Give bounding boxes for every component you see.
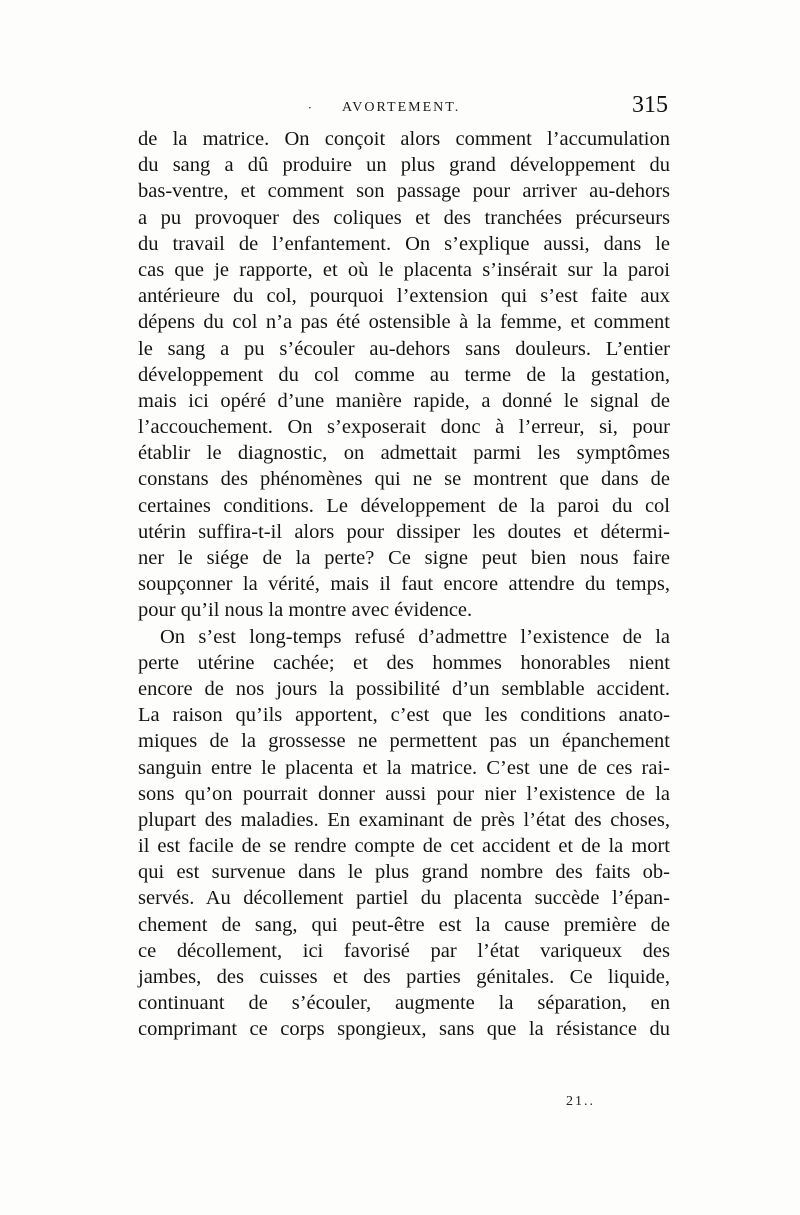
text-line: La raison qu’ils apportent, c’est que les conditions anato- <box>138 704 670 727</box>
running-title: AVORTEMENT. <box>342 100 461 115</box>
text-line: bas-ventre, et comment son passage pour arriver au-dehors <box>138 180 670 203</box>
body-text <box>138 126 670 1043</box>
text-line: le sang a pu s’écouler au-dehors sans douleurs. L’entier <box>138 337 670 360</box>
header-dot: · <box>308 101 312 115</box>
text-line: comprimant ce corps spongieux, sans que la résistance du <box>138 1018 670 1041</box>
text-line: plupart des maladies. En examinant de près l’état des choses, <box>138 808 670 831</box>
text-line: du sang a dû produire un plus grand développement du <box>138 154 670 177</box>
text-line: ner le siége de la perte? Ce signe peut bien nous faire <box>138 547 670 569</box>
text-line: sons qu’on pourrait donner aussi pour nier l’existence de la <box>138 782 670 805</box>
text-line: sanguin entre le placenta et la matrice. C’est une de ces rai- <box>138 756 670 779</box>
text-line: chement de sang, qui peut-être est la cause première de <box>138 913 670 936</box>
text-line: dépens du col n’a pas été ostensible à la femme, et comment <box>138 311 670 334</box>
page-number: 315 <box>632 92 668 118</box>
text-line: perte utérine cachée; et des hommes honorables nient <box>138 651 670 674</box>
text-line: cas que je rapporte, et où le placenta s’insérait sur la paroi <box>138 258 670 281</box>
text-line: antérieure du col, pourquoi l’extension qui s’est faite aux <box>138 285 670 308</box>
paragraph-end-line: pour qu’il nous la montre avec évidence. <box>138 599 473 622</box>
text-line: il est facile de se rendre compte de cet accident et de la mort <box>138 835 670 858</box>
text-line: jambes, des cuisses et des parties génitales. Ce liquide, <box>138 966 670 988</box>
paragraph-start-line: On s’est long-temps refusé d’admettre l’existence de la <box>160 625 670 648</box>
text-line: du travail de l’enfantement. On s’explique aussi, dans le <box>138 232 670 255</box>
text-line: encore de nos jours la possibilité d’un semblable accident. <box>138 677 670 700</box>
text-line: ce décollement, ici favorisé par l’état variqueux des <box>138 939 670 962</box>
text-line: certaines conditions. Le développement de la paroi du col <box>138 494 670 517</box>
text-line: établir le diagnostic, on admettait parmi les symptômes <box>138 442 670 465</box>
text-line: miques de la grossesse ne permettent pas un épanchement <box>138 730 670 753</box>
text-line: constans des phénomènes qui ne se montrent que dans de <box>138 468 670 491</box>
text-line: a pu provoquer des coliques et des tranchées précurseurs <box>138 206 670 229</box>
text-line: servés. Au décollement partiel du placenta succède l’épan- <box>138 887 670 910</box>
text-line: utérin suffira-t-il alors pour dissiper les doutes et détermi- <box>138 520 670 543</box>
text-line: mais ici opéré d’une manière rapide, a donné le signal de <box>138 389 670 412</box>
text-line: de la matrice. On conçoit alors comment l’accumulation <box>138 128 670 150</box>
page-header <box>142 92 672 122</box>
text-line: développement du col comme au terme de la gestation, <box>138 363 670 386</box>
text-line: continuant de s’écouler, augmente la séparation, en <box>138 992 670 1015</box>
text-line: qui est survenue dans le plus grand nombre des faits ob- <box>138 861 670 884</box>
text-line: l’accouchement. On s’exposerait donc à l’erreur, si, pour <box>138 416 670 439</box>
signature-mark: 21.. <box>566 1094 595 1109</box>
text-line: soupçonner la vérité, mais il faut encore attendre du temps, <box>138 573 670 596</box>
